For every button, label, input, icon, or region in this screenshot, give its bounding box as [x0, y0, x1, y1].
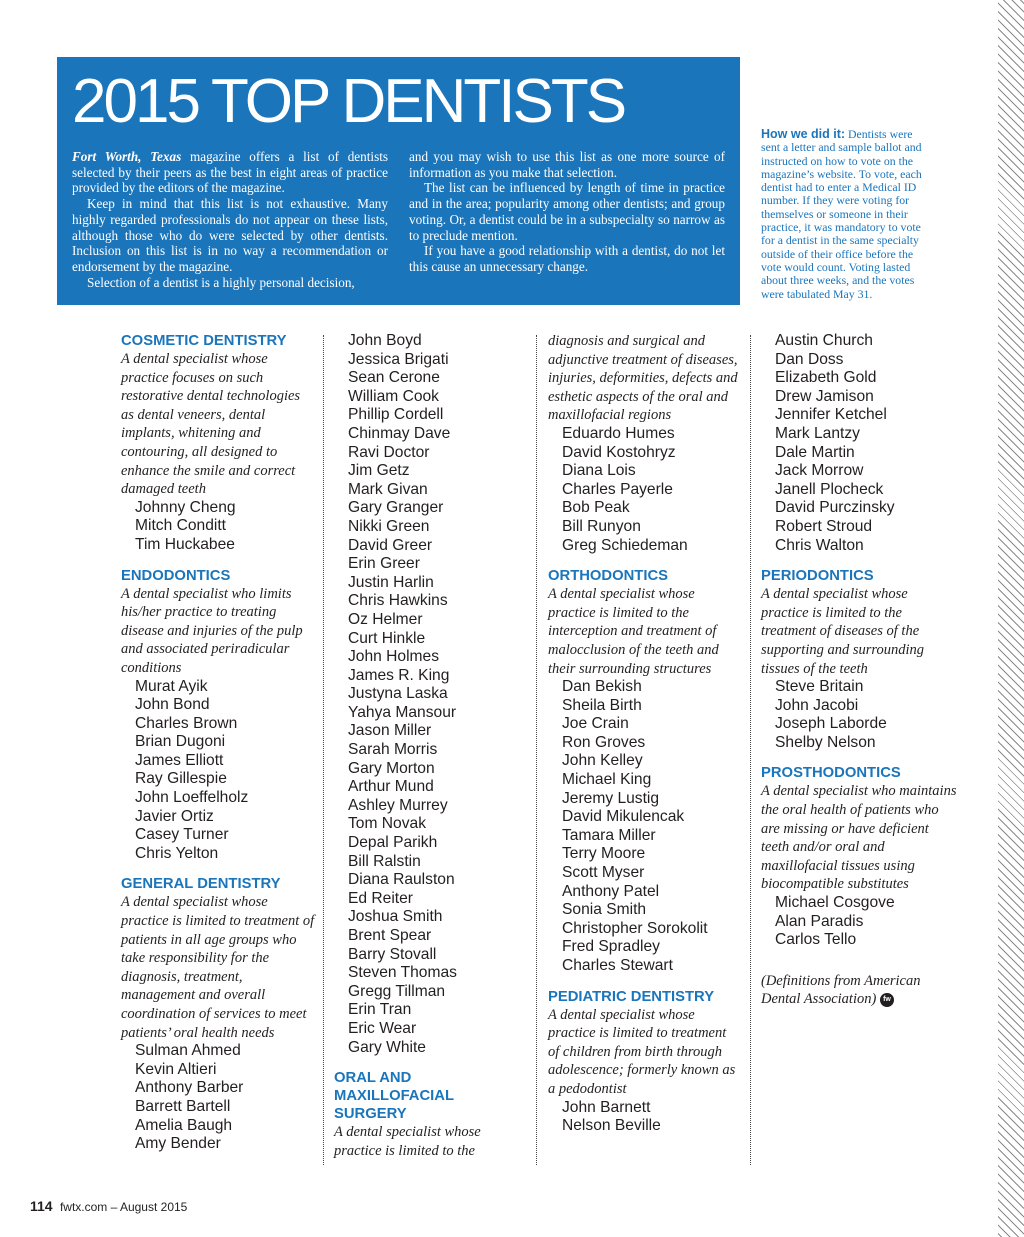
- names-endodontics: [121, 678, 316, 864]
- dentist-name: Chris Yelton: [135, 844, 219, 862]
- column-4: [761, 332, 957, 1009]
- dentist-name: Mitch Conditt: [135, 517, 226, 535]
- dentist-name: Kevin Altieri: [135, 1060, 217, 1078]
- dentist-name: Shelby Nelson: [775, 733, 876, 751]
- dentist-name: Sonia Smith: [562, 901, 647, 919]
- footnote-text: (Definitions from American Dental Association): [761, 972, 921, 1008]
- dentist-name: John Holmes: [348, 648, 440, 666]
- dentist-name: Steven Thomas: [348, 964, 457, 982]
- column-1: [121, 332, 316, 1154]
- how-we-did-it-sidebar: [761, 128, 931, 301]
- dentist-name: Nelson Beville: [562, 1117, 661, 1135]
- dentist-name: William Cook: [348, 387, 439, 405]
- dentist-name: Charles Brown: [135, 714, 238, 732]
- dentist-name: Ron Groves: [562, 733, 646, 751]
- dentist-name: Alan Paradis: [775, 912, 864, 930]
- names-pediatric-part1: [548, 1099, 738, 1136]
- column-divider: [323, 335, 324, 1165]
- names-periodontics: [761, 678, 957, 752]
- how-we-did-it-text: Dentists were sent a letter and sample ballot and instructed on how to vote on the magazine’s website. To vote, each dentist had to enter a Medical ID number. If they were voting for themselves or someone in their practice, it was mandatory to vote for a dentist in the same specialty outside of their office before the vote would count. Voting lasted about three weeks, and the votes were tabulated May 31.: [761, 127, 922, 301]
- definition-cosmetic: A dental specialist whose practice focuses on such restorative dental technologies as dental veneers, dental implants, whitening and contouring, all designed to enhance the smile and correct damaged teeth: [121, 351, 301, 498]
- dentist-name: Charles Stewart: [562, 957, 673, 974]
- section-title-prosthodontics: PROSTHODONTICS: [761, 765, 901, 782]
- dentist-name: Anthony Patel: [562, 882, 660, 900]
- dentist-name: Tom Novak: [348, 815, 426, 833]
- dentist-name: Chris Walton: [775, 536, 864, 554]
- dentist-name: Gary Morton: [348, 759, 435, 777]
- section-title-periodontics: PERIODONTICS: [761, 568, 874, 585]
- dentist-name: Drew Jamison: [775, 387, 874, 405]
- dentist-name: John Barnett: [562, 1098, 651, 1116]
- dentist-name: Oz Helmer: [348, 610, 423, 628]
- fw-logo-icon: fw: [880, 993, 894, 1007]
- title-banner: [57, 57, 740, 305]
- dentist-name: Dan Bekish: [562, 678, 642, 696]
- dentist-name: Austin Church: [775, 332, 873, 349]
- dentist-name: Mark Lantzy: [775, 424, 860, 442]
- dentist-name: Joe Crain: [562, 715, 629, 733]
- dentist-name: Tim Huckabee: [135, 535, 235, 553]
- dentist-name: John Loeffelholz: [135, 789, 249, 807]
- dentist-name: Anthony Barber: [135, 1079, 244, 1097]
- dentist-name: Fred Spradley: [562, 938, 660, 956]
- dentist-name: Barry Stovall: [348, 945, 437, 963]
- dentist-name: Jeremy Lustig: [562, 789, 660, 807]
- dentist-name: Curt Hinkle: [348, 629, 426, 647]
- section-title-oral-line1: ORAL AND: [334, 1070, 412, 1087]
- dentist-name: Sheila Birth: [562, 696, 642, 714]
- intro-paragraph: [72, 149, 388, 196]
- page-edge-zigzag: [998, 0, 1024, 1237]
- definition-periodontics: A dental specialist whose practice is limited to the treatment of diseases of the supporting and surrounding tissues of the teeth: [761, 586, 925, 677]
- dentist-name: Michael King: [562, 771, 652, 789]
- column-divider: [536, 335, 537, 1165]
- dentist-name: Chinmay Dave: [348, 424, 451, 442]
- dentist-name: Joseph Laborde: [775, 715, 887, 733]
- dentist-name: John Jacobi: [775, 696, 859, 714]
- section-title-orthodontics: ORTHODONTICS: [548, 568, 669, 585]
- dentist-name: Ray Gillespie: [135, 770, 227, 788]
- dentist-name: Jason Miller: [348, 722, 432, 740]
- dentist-name: Murat Ayik: [135, 677, 208, 695]
- dentist-name: Diana Lois: [562, 462, 636, 480]
- dentist-name: David Purczinsky: [775, 499, 895, 517]
- dentist-name: Bill Runyon: [562, 517, 641, 535]
- dentist-name: Casey Turner: [135, 826, 229, 844]
- intro-paragraph: The list can be influenced by length of time in practice and in the area; popularity among other dentists; and group voting. Or, a dentist could be in a subspecialty so narrow as to preclude mention.: [409, 180, 725, 243]
- dentist-name: Dale Martin: [775, 443, 855, 461]
- dentist-name: Charles Payerle: [562, 480, 673, 498]
- dentist-name: Justin Harlin: [348, 573, 434, 591]
- dentist-name: David Greer: [348, 536, 433, 554]
- dentist-name: Gregg Tillman: [348, 982, 446, 1000]
- dentist-name: David Kostohryz: [562, 443, 676, 461]
- names-pediatric-part2: [761, 332, 957, 555]
- section-title-general: GENERAL DENTISTRY: [121, 876, 281, 893]
- dentist-name: Gary Granger: [348, 499, 444, 517]
- dentist-name: Sarah Morris: [348, 741, 438, 759]
- dentist-name: Greg Schiedeman: [562, 536, 688, 554]
- dentist-name: Erin Greer: [348, 555, 420, 573]
- page-number: 114: [30, 1198, 53, 1214]
- column-3: [548, 332, 738, 1136]
- dentist-name: Sulman Ahmed: [135, 1042, 241, 1060]
- footer-site-date: fwtx.com – August 2015: [59, 1200, 188, 1214]
- dentist-name: Johnny Cheng: [135, 498, 236, 516]
- dentist-name: Tamara Miller: [562, 826, 656, 844]
- dentist-name: Depal Parikh: [348, 834, 438, 852]
- intro-paragraph: Keep in mind that this list is not exhaustive. Many highly regarded professionals do not appear on these lists, although those who do were selected by other dentists. Inclusion on this list is in no way a recommendation or endorsement by the magazine.: [72, 196, 388, 274]
- dentist-name: Mark Givan: [348, 480, 428, 498]
- section-title-pediatric: PEDIATRIC DENTISTRY: [548, 988, 715, 1005]
- definition-orthodontics: A dental specialist whose practice is limited to the interception and treatment of malocclusion of the teeth and their surrounding structures: [548, 586, 719, 677]
- dentist-name: Jennifer Ketchel: [775, 406, 887, 424]
- column-divider: [750, 335, 751, 1165]
- dentist-name: Jim Getz: [348, 462, 410, 480]
- dentist-name: Terry Moore: [562, 845, 646, 863]
- dentist-name: Michael Cosgove: [775, 894, 895, 912]
- dentist-name: Brian Dugoni: [135, 733, 226, 751]
- section-title-cosmetic: COSMETIC DENTISTRY: [121, 333, 287, 349]
- dentist-name: Eduardo Humes: [562, 424, 675, 442]
- dentist-name: Justyna Laska: [348, 685, 448, 703]
- section-title-oral-line2: MAXILLOFACIAL: [334, 1088, 455, 1105]
- dentist-name: Nikki Green: [348, 517, 430, 535]
- dentist-name: John Kelley: [562, 752, 643, 770]
- dentist-name: Arthur Mund: [348, 778, 434, 796]
- definition-oral-part1: A dental specialist whose practice is limited to the: [334, 1124, 481, 1159]
- dentist-name: James Elliott: [135, 751, 224, 769]
- intro-paragraph: If you have a good relationship with a dentist, do not let this cause an unnecessary change.: [409, 243, 725, 274]
- column-2: [334, 332, 519, 1160]
- dentist-name: Gary White: [348, 1038, 426, 1056]
- intro-paragraph: and you may wish to use this list as one more source of information as you make that selection.: [409, 149, 725, 180]
- names-oral: [548, 425, 738, 555]
- dentist-name: Elizabeth Gold: [775, 369, 877, 387]
- intro-paragraph: Selection of a dentist is a highly personal decision,: [87, 274, 355, 290]
- dentist-name: Amelia Baugh: [135, 1116, 233, 1134]
- dentist-name: Erin Tran: [348, 1001, 412, 1019]
- dentist-name: Amy Bender: [135, 1135, 221, 1153]
- dentist-name: Bill Ralstin: [348, 852, 421, 870]
- dentist-name: Brent Spear: [348, 927, 432, 944]
- dentist-name: Sean Cerone: [348, 369, 440, 387]
- dentist-name: Ravi Doctor: [348, 443, 430, 461]
- dentist-name: David Mikulencak: [562, 808, 685, 826]
- dentist-name: Javier Ortiz: [135, 807, 214, 825]
- page-footer: [30, 1198, 187, 1214]
- names-prosthodontics: [761, 894, 957, 950]
- dentist-name: James R. King: [348, 666, 450, 684]
- dentist-name: Jessica Brigati: [348, 350, 449, 368]
- dentist-name: Ashley Murrey: [348, 796, 448, 814]
- intro-place: Fort Worth, Texas: [72, 149, 182, 164]
- dentist-name: Phillip Cordell: [348, 406, 444, 424]
- names-cosmetic: [121, 499, 316, 555]
- dentist-name: Barrett Bartell: [135, 1097, 231, 1115]
- dentist-name: Yahya Mansour: [348, 703, 457, 721]
- definition-general: A dental specialist whose practice is limited to treatment of patients in all age groups who take responsibility for the diagnosis, treatment, management and overall coordination of services to meet patients’ oral health needs: [121, 894, 315, 1041]
- dentist-name: Diana Raulston: [348, 871, 455, 889]
- dentist-name: Dan Doss: [775, 350, 844, 368]
- intro-column-1: [72, 149, 388, 290]
- dentist-name: Steve Britain: [775, 678, 864, 696]
- intro-column-2: [409, 149, 725, 275]
- dentist-name: Christopher Sorokolit: [562, 919, 708, 937]
- names-general-part1: [121, 1042, 316, 1154]
- section-title-endodontics: ENDODONTICS: [121, 567, 231, 584]
- dentist-name: Janell Plocheck: [775, 480, 884, 498]
- how-we-did-it-heading: How we did it:: [761, 127, 846, 141]
- definition-oral-part2: diagnosis and surgical and adjunctive treatment of diseases, injuries, deformities, defects and esthetic aspects of the oral and maxillofacial regions: [548, 333, 738, 424]
- dentist-name: Ed Reiter: [348, 889, 414, 907]
- definitions-footnote: [761, 972, 957, 1009]
- names-orthodontics: [548, 678, 738, 976]
- dentist-name: Bob Peak: [562, 499, 630, 517]
- dentist-name: John Boyd: [348, 332, 422, 349]
- dentist-name: Eric Wear: [348, 1019, 417, 1037]
- dentist-name: John Bond: [135, 696, 210, 714]
- dentist-name: Joshua Smith: [348, 908, 443, 926]
- intro-text: magazine offers a list of dentists selected by their peers as the best in eight areas of practice provided by the editors of the magazine.: [72, 149, 389, 196]
- definition-endodontics: A dental specialist who limits his/her practice to treating disease and injuries of the pulp and associated periradicular conditions: [121, 585, 303, 676]
- definition-prosthodontics: A dental specialist who maintains the oral health of patients who are missing or have deficient teeth and/or oral and maxillofacial tissues using biocompatible substitutes: [761, 783, 957, 893]
- definition-pediatric: A dental specialist whose practice is limited to treatment of children from birth through adolescence; formerly known as a pedodontist: [548, 1006, 736, 1097]
- dentist-name: Scott Myser: [562, 864, 645, 882]
- dentist-name: Carlos Tello: [775, 931, 857, 949]
- section-title-oral-line3: SURGERY: [334, 1106, 407, 1123]
- dentist-name: Jack Morrow: [775, 462, 864, 480]
- page-title: 2015 TOP DENTISTS: [72, 67, 625, 136]
- dentist-name: Robert Stroud: [775, 517, 873, 535]
- dentist-name: Chris Hawkins: [348, 592, 448, 610]
- names-general-part2: [334, 332, 519, 1057]
